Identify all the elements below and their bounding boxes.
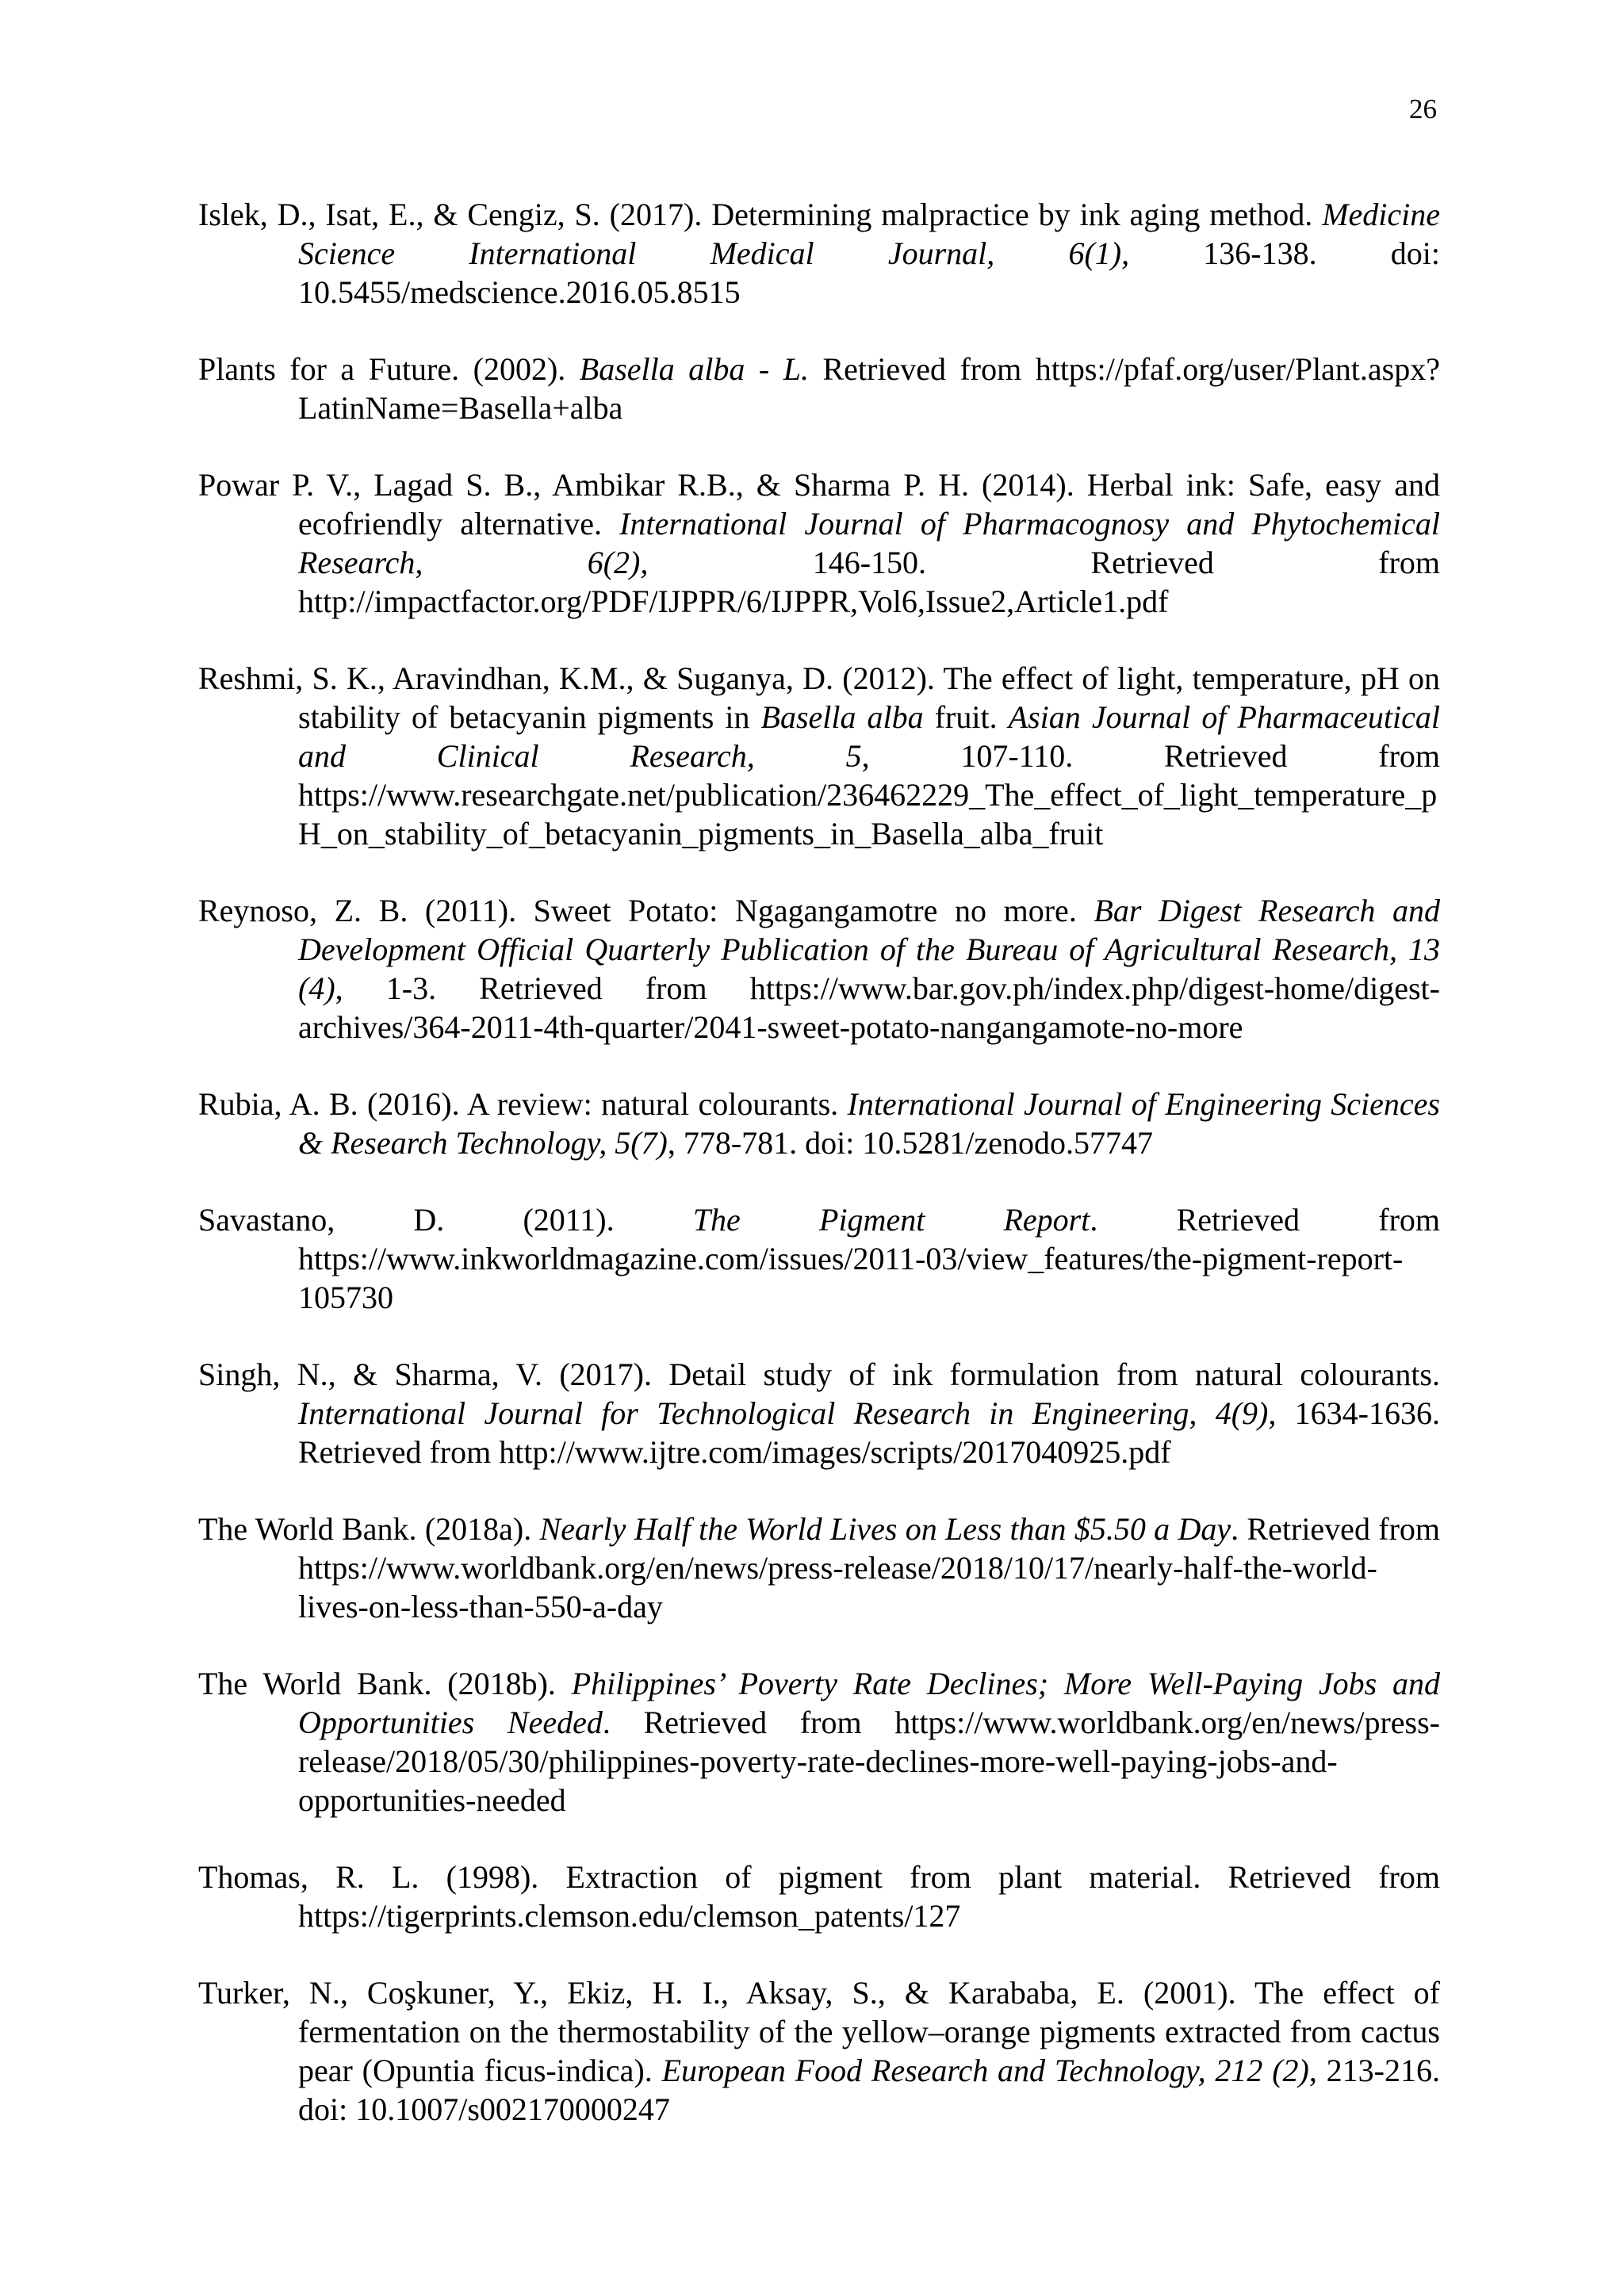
reference-text: Reshmi, S. K., Aravindhan, K.M., & Suganya, D. (2012). The effect of light, temperature, pH on stability of betacyanin pigments in <box>198 660 1440 735</box>
reference-entry <box>198 350 1440 427</box>
reference-text: , 778-781. doi: 10.5281/zenodo.57747 <box>667 1125 1154 1161</box>
reference-text: Thomas, R. L. (1998). Extraction of pigment from plant material. Retrieved from https://tigerprints.clemson.edu/clemson_patents/127 <box>198 1859 1440 1934</box>
reference-text: . Retrieved from https://www.inkworldmagazine.com/issues/2011-03/view_features/the-pigment-report- 105730 <box>298 1202 1441 1315</box>
reference-italic-text: Basella alba <box>760 699 924 735</box>
reference-entry <box>198 1355 1440 1471</box>
reference-text: , 107-110. Retrieved from https://www.researchgate.net/publication/236462229_The_effect_of_light_temperature_p H_on_stability_of_betacyanin_pigments_in_Basella_alba_fruit <box>298 738 1440 851</box>
reference-entry <box>198 1664 1440 1820</box>
reference-text: Islek, D., Isat, E., & Cengiz, S. (2017). Determining malpractice by ink aging method. <box>198 197 1323 232</box>
reference-text: Plants for a Future. (2002). <box>198 351 580 387</box>
reference-italic-text: Philippines’ Poverty Rate Declines; More Well-Paying Jobs and Opportunities Needed <box>298 1666 1440 1740</box>
reference-italic-text: The Pigment Report <box>692 1202 1090 1238</box>
reference-entry <box>198 1973 1440 2129</box>
reference-italic-text: International Journal for Technological Research in Engineering, 4(9), <box>298 1395 1277 1431</box>
reference-text: Singh, N., & Sharma, V. (2017). Detail study of ink formulation from natural colourants. <box>198 1357 1440 1392</box>
reference-italic-text: European Food Research and Technology, 212 (2) <box>661 2053 1309 2088</box>
page-number: 26 <box>1409 94 1437 124</box>
reference-entry <box>198 1858 1440 1935</box>
reference-text: Turker, N., Coşkuner, Y., Ekiz, H. I., Aksay, S., & Karababa, E. (2001). The effect of fermentation on the thermostability of the yellow–orange pigments extracted from cactus pear (Opuntia ficus-indica). <box>198 1975 1440 2088</box>
reference-entry <box>198 1510 1440 1626</box>
reference-text: Rubia, A. B. (2016). A review: natural colourants. <box>198 1086 848 1122</box>
reference-text: , 213-216. doi: 10.1007/s002170000247 <box>298 2053 1440 2127</box>
reference-italic-text: International Journal of Pharmacognosy and Phytochemical Research, 6(2), <box>298 506 1441 580</box>
reference-italic-text: Bar Digest Research and Development Official Quarterly Publication of the Bureau of Agricultural Research, 13 (4) <box>298 893 1441 1006</box>
reference-text: 136-138. doi: 10.5455/medscience.2016.05.8515 <box>298 235 1441 310</box>
reference-text: , 1-3. Retrieved from https://www.bar.gov.ph/index.php/digest-home/digest-archives/364-2011-4th-quarter/2041-sweet-potato-nangangamote-no-more <box>298 970 1440 1045</box>
reference-text: fruit. <box>923 699 1009 735</box>
reference-text: Savastano, D. (2011). <box>198 1202 693 1238</box>
reference-entry <box>198 1085 1440 1162</box>
reference-entry <box>198 465 1440 621</box>
reference-italic-text: Asian Journal of Pharmaceutical and Clinical Research, 5 <box>298 699 1440 774</box>
reference-text: . Retrieved from https://www.worldbank.org/en/news/press-release/2018/10/17/nearly-half-the-world- lives-on-less-than-550-a-day <box>298 1511 1441 1624</box>
reference-text: . Retrieved from https://www.worldbank.org/en/news/press-release/2018/05/30/philippines-poverty-rate-declines-more-well-paying-jobs-and-opportunities-needed <box>298 1705 1440 1818</box>
reference-italic-text: Nearly Half the World Lives on Less than $5.50 a Day <box>539 1511 1231 1547</box>
reference-italic-text: Basella alba - L. <box>579 351 809 387</box>
reference-text: 146-150. Retrieved from http://impactfactor.org/PDF/IJPPR/6/IJPPR,Vol6,Issue2,Article1.pdf <box>298 545 1441 619</box>
reference-list <box>198 195 1440 2167</box>
reference-text: Retrieved from https://pfaf.org/user/Plant.aspx?LatinName=Basella+alba <box>298 351 1440 426</box>
reference-italic-text: Medicine Science International Medical Journal, 6(1), <box>298 197 1440 271</box>
reference-text: Powar P. V., Lagad S. B., Ambikar R.B., & Sharma P. H. (2014). Herbal ink: Safe, easy and ecofriendly alternative. <box>198 467 1440 541</box>
reference-text: Reynoso, Z. B. (2011). Sweet Potato: Ngagangamotre no more. <box>198 893 1094 928</box>
reference-text: 1634-1636. Retrieved from http://www.ijtre.com/images/scripts/2017040925.pdf <box>298 1395 1441 1470</box>
reference-entry <box>198 891 1440 1047</box>
reference-italic-text: International Journal of Engineering Sciences & Research Technology, 5(7) <box>298 1086 1440 1161</box>
reference-entry <box>198 195 1440 312</box>
reference-entry <box>198 1200 1440 1317</box>
reference-text: The World Bank. (2018b). <box>198 1666 572 1701</box>
reference-entry <box>198 659 1440 853</box>
reference-text: The World Bank. (2018a). <box>198 1511 540 1547</box>
